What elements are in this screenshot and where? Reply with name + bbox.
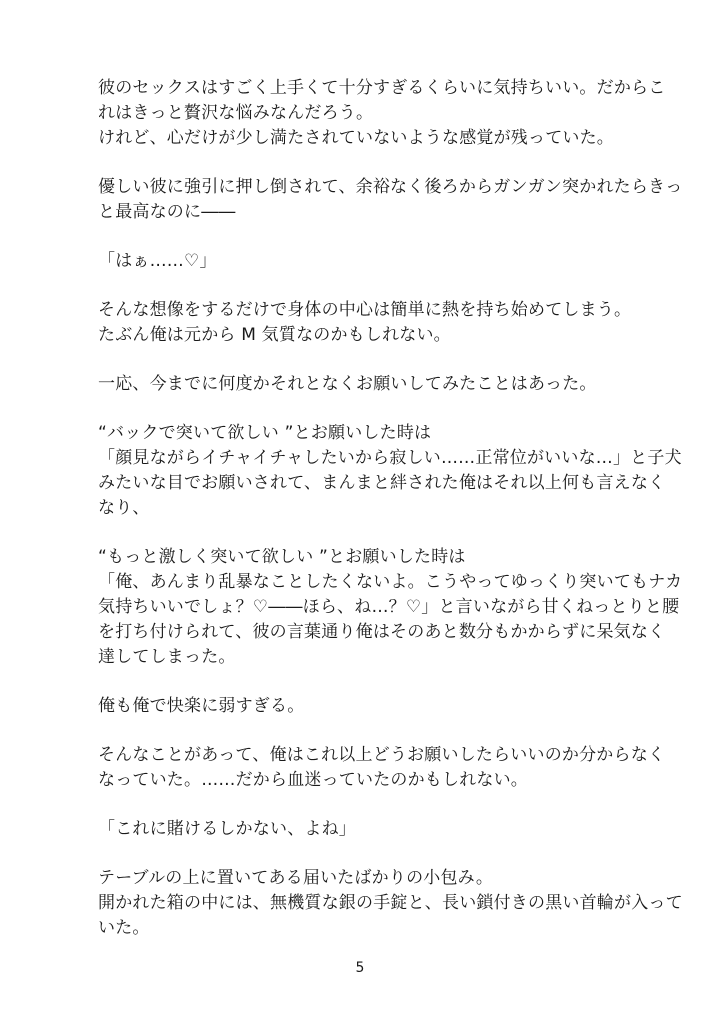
- text-line: みたいな目でお願いされて、まんまと絆された俺はそれ以上何も言えなく: [98, 473, 666, 493]
- paragraph: [98, 76, 666, 151]
- text-line: 「顔見ながらイチャイチャしたいから寂しい……正常位がいいな…」と子犬: [98, 448, 682, 468]
- paragraph: [98, 694, 636, 719]
- text-line: 気持ちいいでしょ？♡――ほら、ね…？♡」と言いながら甘くねっとりと腰: [98, 597, 680, 617]
- paragraph: [98, 298, 636, 348]
- text-line: を打ち付けられて、彼の言葉通り俺はそのあと数分もかからずに呆気なく: [98, 622, 666, 642]
- paragraph: [98, 743, 666, 793]
- text-line: 「これに賭けるしかない、よね」: [98, 819, 356, 839]
- text-line: けれど、心だけが少し満たされていないような感覚が残っていた。: [98, 128, 614, 148]
- text-line: 開かれた箱の中には、無機質な銀の手錠と、長い鎖付きの黒い首輪が入って: [98, 893, 683, 913]
- paragraph: [98, 545, 683, 670]
- body-text: [98, 76, 683, 965]
- text-line: なっていた。……だから血迷っていたのかもしれない。: [98, 770, 528, 790]
- text-line: 優しい彼に強引に押し倒されて、余裕なく後ろからガンガン突かれたらきっ: [98, 177, 683, 197]
- paragraph: [98, 866, 683, 941]
- text-line: “バックで突いて欲しい ”とお願いした時は: [98, 423, 432, 443]
- text-line: そんなことがあって、俺はこれ以上どうお願いしたらいいのか分からなく: [98, 745, 666, 765]
- text-line: テーブルの上に置いてある届いたばかりの小包み。: [98, 868, 494, 888]
- text-line: 達してしまった。: [98, 647, 236, 667]
- text-line: なり、: [98, 498, 150, 518]
- paragraph: [98, 817, 636, 842]
- text-line: 一応、今までに何度かそれとなくお願いしてみたことはあった。: [98, 374, 597, 394]
- text-line: れはきっと贅沢な悩みなんだろう。: [98, 103, 374, 123]
- paragraph: [98, 421, 682, 521]
- paragraph: [98, 249, 636, 274]
- paragraph: [98, 175, 683, 225]
- text-line: 俺も俺で快楽に弱すぎる。: [98, 696, 305, 716]
- text-line: そんな想像をするだけで身体の中心は簡単に熱を持ち始めてしまう。: [98, 300, 632, 320]
- text-line: “もっと激しく突いて欲しい ”とお願いした時は: [98, 547, 466, 567]
- text-line: 彼のセックスはすごく上手くて十分すぎるくらいに気持ちいい。だからこ: [98, 78, 666, 98]
- text-line: 「俺、あんまり乱暴なことしたくないよ。こうやってゆっくり突いてもナカ: [98, 572, 683, 592]
- paragraph: [98, 372, 636, 397]
- text-line: 「はぁ……♡」: [98, 251, 217, 271]
- text-line: と最高なのに――: [98, 202, 236, 222]
- text-line: たぶん俺は元から M 気質なのかもしれない。: [98, 325, 451, 345]
- text-line: いた。: [98, 918, 150, 938]
- page-number: 5: [355, 960, 365, 976]
